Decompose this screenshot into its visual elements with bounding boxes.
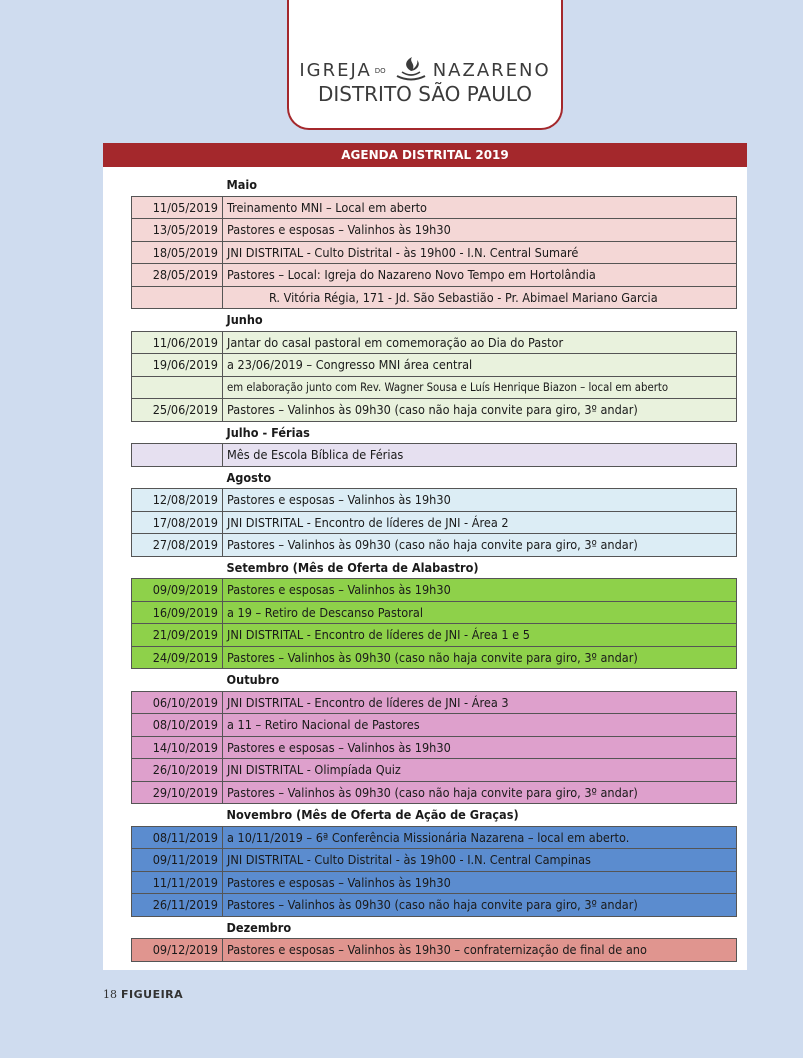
agenda-row [132, 736, 737, 759]
event-description: R. Vitória Régia, 171 - Jd. São Sebastião - Pr. Abimael Mariano Garcia [223, 286, 737, 309]
agenda-row [132, 286, 737, 309]
agenda-row [132, 871, 737, 894]
month-title: Julho - Férias [223, 421, 737, 444]
event-date: 12/08/2019 [132, 489, 223, 512]
agenda-row [132, 354, 737, 377]
agenda-row [132, 714, 737, 737]
agenda-row [132, 264, 737, 287]
agenda-row [132, 489, 737, 512]
event-date: 14/10/2019 [132, 736, 223, 759]
event-date: 27/08/2019 [132, 534, 223, 557]
month-title: Agosto [223, 466, 737, 489]
event-description: JNI DISTRITAL - Olimpíada Quiz [223, 759, 737, 782]
event-date: 11/11/2019 [132, 871, 223, 894]
event-description: Pastores – Valinhos às 09h30 (caso não haja convite para giro, 3º andar) [223, 399, 737, 422]
event-date: 29/10/2019 [132, 781, 223, 804]
event-date: 11/06/2019 [132, 331, 223, 354]
month-title: Novembro (Mês de Oferta de Ação de Graças) [223, 804, 737, 827]
event-date: 19/06/2019 [132, 354, 223, 377]
agenda-row [132, 579, 737, 602]
agenda-row [132, 196, 737, 219]
brand-right-text: NAZARENO [432, 60, 551, 81]
event-description: Mês de Escola Bíblica de Férias [223, 444, 737, 467]
month-header-row [132, 309, 737, 332]
event-description: a 23/06/2019 – Congresso MNI área central [223, 354, 737, 377]
event-description: Pastores – Valinhos às 09h30 (caso não haja convite para giro, 3º andar) [223, 646, 737, 669]
brand-small-text: DO [374, 67, 386, 75]
event-description: JNI DISTRITAL - Culto Distrital - às 19h00 - I.N. Central Sumaré [223, 241, 737, 264]
event-date: 06/10/2019 [132, 691, 223, 714]
agenda-table [131, 174, 737, 962]
month-header-spacer [132, 466, 223, 489]
event-description: Pastores e esposas – Valinhos às 19h30 [223, 489, 737, 512]
event-date: 17/08/2019 [132, 511, 223, 534]
agenda-row [132, 691, 737, 714]
agenda-panel [103, 143, 747, 970]
church-logo [289, 56, 561, 82]
event-description: Pastores – Valinhos às 09h30 (caso não haja convite para giro, 3º andar) [223, 781, 737, 804]
event-date [132, 376, 223, 399]
month-header-spacer [132, 916, 223, 939]
event-description: Pastores – Local: Igreja do Nazareno Novo Tempo em Hortolândia [223, 264, 737, 287]
agenda-row [132, 849, 737, 872]
event-date [132, 286, 223, 309]
agenda-row [132, 241, 737, 264]
event-date: 13/05/2019 [132, 219, 223, 242]
agenda-row [132, 826, 737, 849]
month-title: Setembro (Mês de Oferta de Alabastro) [223, 556, 737, 579]
month-title: Dezembro [223, 916, 737, 939]
event-date: 08/10/2019 [132, 714, 223, 737]
month-header-spacer [132, 421, 223, 444]
event-description: Jantar do casal pastoral em comemoração ao Dia do Pastor [223, 331, 737, 354]
month-header-spacer [132, 669, 223, 692]
event-description: Pastores e esposas – Valinhos às 19h30 [223, 736, 737, 759]
event-date: 09/09/2019 [132, 579, 223, 602]
month-header-spacer [132, 556, 223, 579]
event-description: JNI DISTRITAL - Culto Distrital - às 19h00 - I.N. Central Campinas [223, 849, 737, 872]
agenda-row [132, 376, 737, 399]
page-number: 18 [103, 988, 117, 1001]
event-description: JNI DISTRITAL - Encontro de líderes de JNI - Área 2 [223, 511, 737, 534]
event-date [132, 444, 223, 467]
agenda-row [132, 601, 737, 624]
event-date: 18/05/2019 [132, 241, 223, 264]
month-title: Maio [223, 174, 737, 196]
event-date: 26/11/2019 [132, 894, 223, 917]
event-date: 11/05/2019 [132, 196, 223, 219]
event-description: Pastores e esposas – Valinhos às 19h30 [223, 219, 737, 242]
magazine-name: FIGUEIRA [121, 988, 184, 1001]
agenda-row [132, 219, 737, 242]
event-description: Pastores – Valinhos às 09h30 (caso não haja convite para giro, 3º andar) [223, 894, 737, 917]
event-description: JNI DISTRITAL - Encontro de líderes de JNI - Área 3 [223, 691, 737, 714]
agenda-row [132, 646, 737, 669]
header-tab [287, 0, 563, 130]
agenda-row [132, 534, 737, 557]
month-header-row [132, 174, 737, 196]
event-description: a 11 – Retiro Nacional de Pastores [223, 714, 737, 737]
agenda-row [132, 781, 737, 804]
event-date: 09/11/2019 [132, 849, 223, 872]
agenda-row [132, 939, 737, 962]
month-header-row [132, 421, 737, 444]
event-description: JNI DISTRITAL - Encontro de líderes de JNI - Área 1 e 5 [223, 624, 737, 647]
agenda-row [132, 759, 737, 782]
event-date: 16/09/2019 [132, 601, 223, 624]
month-header-row [132, 556, 737, 579]
event-description: em elaboração junto com Rev. Wagner Sousa e Luís Henrique Biazon – local em aberto [223, 376, 737, 399]
agenda-row [132, 894, 737, 917]
agenda-row [132, 511, 737, 534]
month-header-row [132, 466, 737, 489]
event-date: 25/06/2019 [132, 399, 223, 422]
event-date: 08/11/2019 [132, 826, 223, 849]
event-date: 26/10/2019 [132, 759, 223, 782]
event-description: Pastores e esposas – Valinhos às 19h30 [223, 579, 737, 602]
event-date: 09/12/2019 [132, 939, 223, 962]
event-description: a 19 – Retiro de Descanso Pastoral [223, 601, 737, 624]
month-header-spacer [132, 309, 223, 332]
page-footer [103, 988, 183, 1001]
brand-left-text: IGREJA [299, 60, 372, 81]
month-header-spacer [132, 804, 223, 827]
month-header-row [132, 669, 737, 692]
event-date: 21/09/2019 [132, 624, 223, 647]
district-title: DISTRITO SÃO PAULO [317, 82, 533, 106]
month-title: Junho [223, 309, 737, 332]
event-description: Pastores e esposas – Valinhos às 19h30 – confraternização de final de ano [223, 939, 737, 962]
month-header-row [132, 804, 737, 827]
event-description: a 10/11/2019 – 6ª Conferência Missionária Nazarena – local em aberto. [223, 826, 737, 849]
agenda-title: AGENDA DISTRITAL 2019 [103, 143, 747, 167]
event-description: Pastores e esposas – Valinhos às 19h30 [223, 871, 737, 894]
month-title: Outubro [223, 669, 737, 692]
agenda-row [132, 624, 737, 647]
month-header-spacer [132, 174, 223, 196]
month-header-row [132, 916, 737, 939]
agenda-row [132, 399, 737, 422]
agenda-row [132, 331, 737, 354]
flame-dove-icon [393, 56, 429, 82]
event-date: 24/09/2019 [132, 646, 223, 669]
event-description: Pastores – Valinhos às 09h30 (caso não haja convite para giro, 3º andar) [223, 534, 737, 557]
event-description: Treinamento MNI – Local em aberto [223, 196, 737, 219]
event-date: 28/05/2019 [132, 264, 223, 287]
agenda-row [132, 444, 737, 467]
